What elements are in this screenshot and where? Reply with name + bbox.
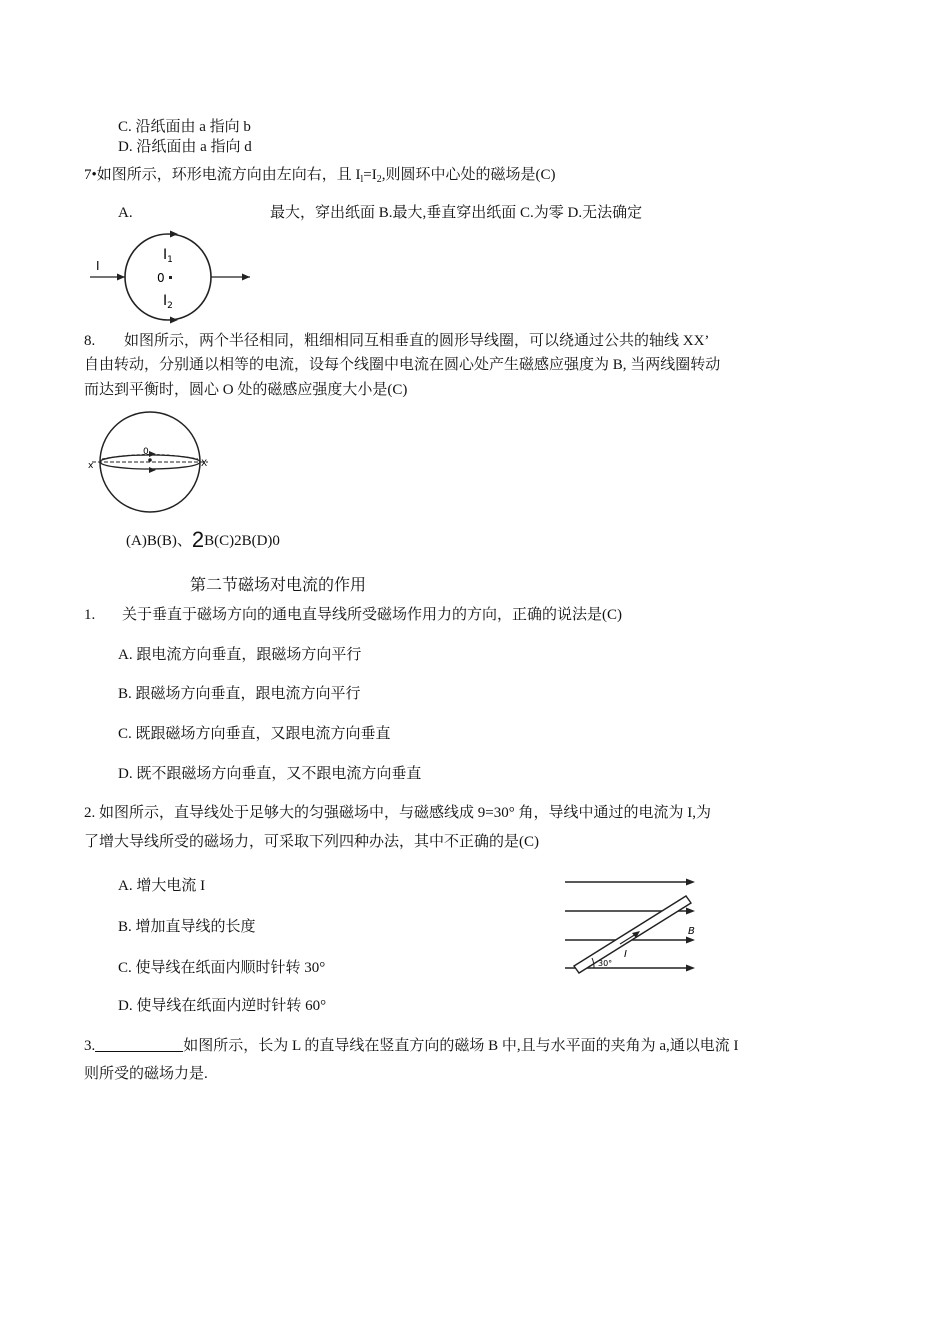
s2-line1: 2. 如图所示，直导线处于足够大的匀强磁场中，与磁感线成 9=30° 角，导线中通过的电流为 I,为 [84, 805, 711, 821]
q7-stem: 7•如图所示，环形电流方向由左向右，且 $I_l=I_2$,则圆环中心处的磁场是(C) [84, 167, 556, 185]
coil-arrow-bottom [149, 467, 156, 473]
s3-number: 3. [84, 1038, 96, 1054]
q8-line3: 而达到平衡时，圆心 O 处的磁感应强度大小是(C) [84, 382, 408, 398]
center-point [148, 458, 152, 462]
label-I: I [624, 949, 627, 960]
label-O: 0 [157, 271, 165, 285]
q7-option-a-label: A. [118, 205, 133, 221]
label-left-x: x [88, 461, 94, 471]
s2-option-a: A. 增大电流 I [118, 878, 206, 894]
q6-option-d: D. 沿纸面由 a 指向 d [118, 139, 252, 155]
s3-line1: 3. 如图所示，长为 L 的直导线在竖直方向的磁场 B 中,且与水平面的夹角为 a,通以电流 I [84, 1038, 739, 1054]
top-arrow [170, 231, 178, 238]
s1-option-b: B. 跟磁场方向垂直，跟电流方向平行 [118, 686, 361, 702]
coil-arrow-top [149, 451, 156, 457]
q8-coils-figure [88, 410, 218, 515]
label-I: I [96, 259, 100, 273]
s1-option-a: A. 跟电流方向垂直，跟磁场方向平行 [118, 647, 362, 663]
q8-answers: (A)B(B)、2B(C)2B(D)0 [126, 527, 280, 552]
field-arrow-4 [686, 965, 695, 972]
field-arrow-3 [686, 937, 695, 944]
label-O: 0 [143, 447, 149, 457]
s1-option-d: D. 既不跟磁场方向垂直，又不跟电流方向垂直 [118, 766, 422, 782]
label-I1: $I_1$ [163, 247, 173, 265]
q8-number: 8. [84, 333, 96, 349]
section-title: 第二节磁场对电流的作用 [190, 575, 367, 594]
s2-option-d: D. 使导线在纸面内逆时针转 60° [118, 998, 327, 1014]
label-I2: $I_2$ [163, 293, 173, 311]
q7-options-text: 最大，穿出纸面 B.最大,垂直穿出纸面 C.为零 D.无法确定 [270, 205, 643, 221]
s3-line2: 则所受的磁场力是. [84, 1066, 208, 1082]
outgoing-arrow [242, 274, 250, 281]
incoming-arrow [117, 274, 125, 281]
s2-line2: 了增大导线所受的磁场力，可采取下列四种办法，其中不正确的是(C) [84, 834, 539, 850]
q6-option-c: C. 沿纸面由 a 指向 b [118, 119, 251, 135]
s1-option-c: C. 既跟磁场方向垂直，又跟电流方向垂直 [118, 726, 391, 742]
q7-number: 7 [84, 167, 92, 183]
field-arrow-2 [686, 908, 695, 915]
answer-blank[interactable] [95, 1037, 183, 1052]
field-arrow-1 [686, 879, 695, 886]
q7-ring-figure [88, 232, 258, 322]
s1-stem: 关于垂直于磁场方向的通电直导线所受磁场作用力的方向，正确的说法是(C) [122, 607, 622, 623]
label-angle: 30° [598, 959, 613, 968]
straight-wire [574, 896, 691, 973]
q8-line1: 如图所示，两个半径相同，粗细相同互相垂直的圆形导线圈，可以绕通过公共的轴线 XX’ [124, 333, 710, 349]
center-dot [169, 276, 172, 279]
s2-field-figure [562, 874, 702, 978]
s2-option-c: C. 使导线在纸面内顺时针转 30° [118, 960, 326, 976]
bottom-arrow [170, 317, 178, 324]
q7-bullet: • [91, 167, 97, 183]
label-right-x: X [201, 459, 208, 469]
s1-number: 1. [84, 607, 96, 623]
label-B: B [688, 926, 695, 937]
q8-line2: 自由转动，分别通以相等的电流，设每个线圈中电流在圆心处产生磁感应强度为 B, 当两线圈转动 [84, 357, 721, 373]
s2-option-b: B. 增加直导线的长度 [118, 919, 256, 935]
